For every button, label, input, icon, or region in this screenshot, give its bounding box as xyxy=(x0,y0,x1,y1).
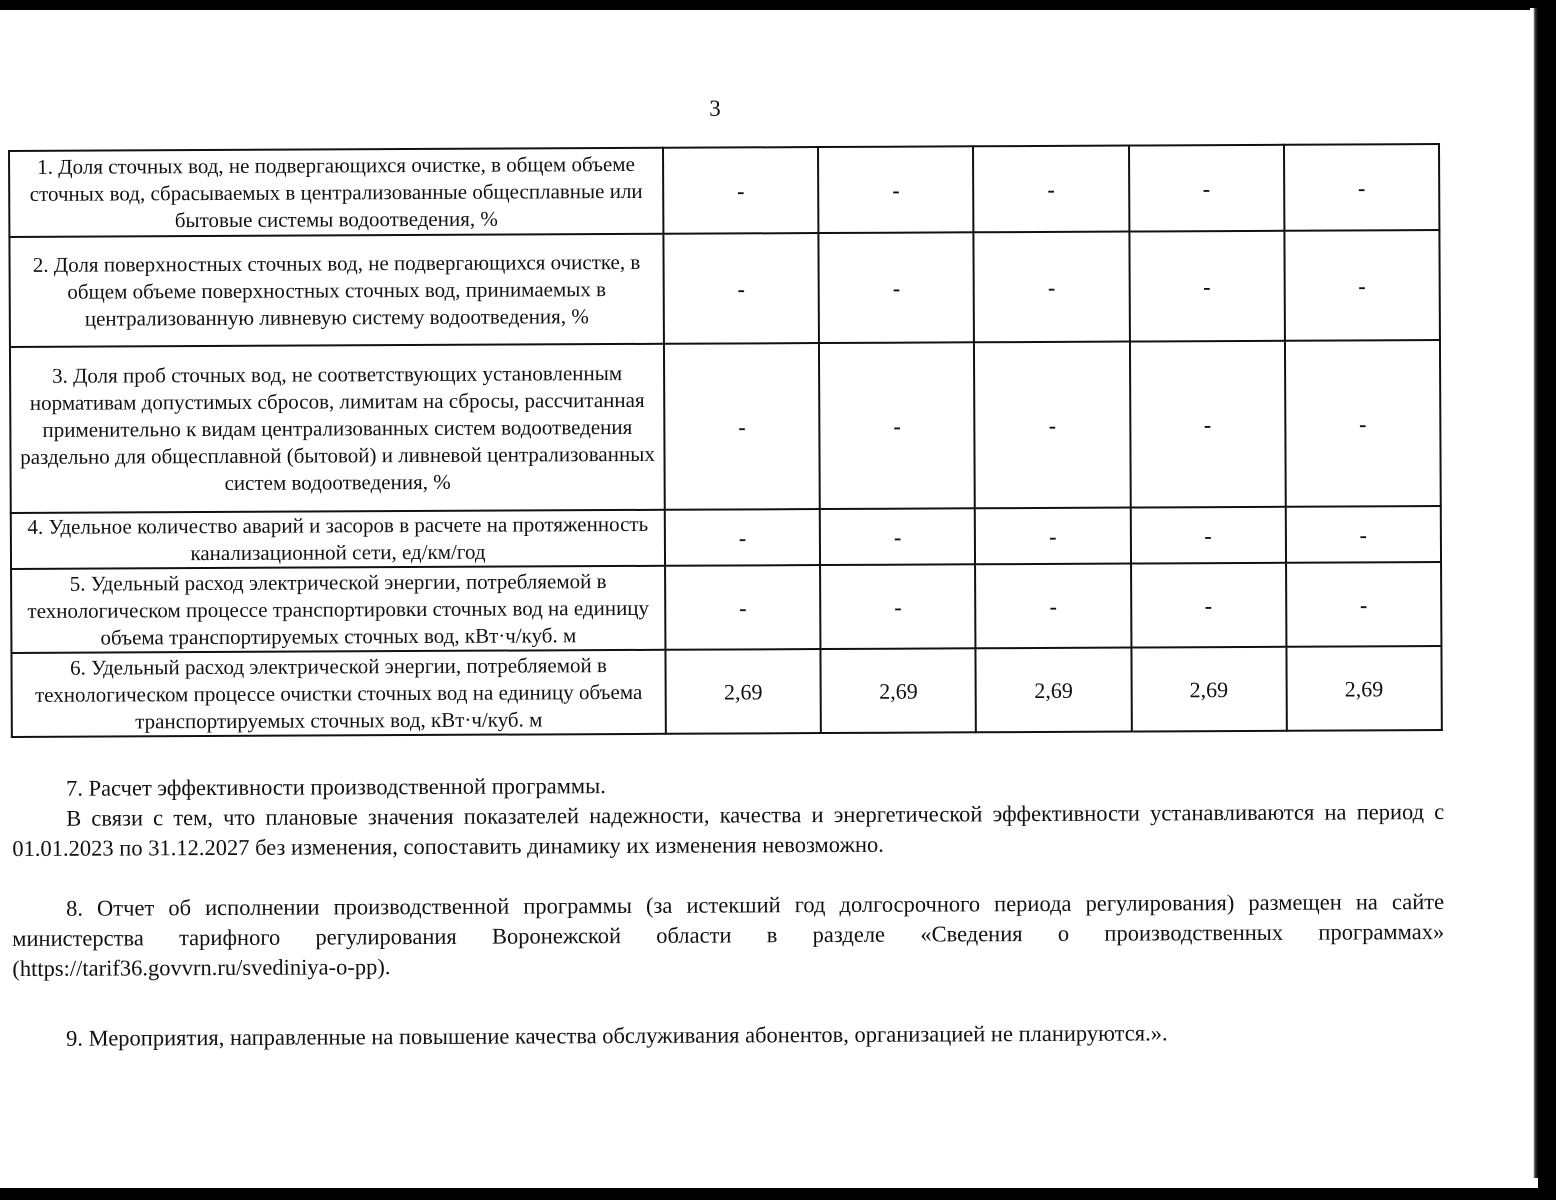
row-label: 2. Доля поверхностных сточных вод, не подвергающихся очистке, в общем объеме поверхностных сточных вод, принимаемых в централизованную ливневую систему водоотведения, % xyxy=(9,234,664,347)
row-label: 1. Доля сточных вод, не подвергающихся очистке, в общем объеме сточных вод, сбрасываемых в централизованные общесплавные или бытовые системы водоотведения, % xyxy=(9,148,663,237)
table-cell: - xyxy=(665,565,821,650)
section-8-text: 8. Отчет об исполнении производственной программы (за истекший год долгосрочного периода регулирования) размещен на сайте министерства тарифного регулирования Воронежской области в разделе «Сведения о производственных программах» (https://tarif36.govvrn.ru/svediniya-o-pp). xyxy=(12,889,1445,981)
table-cell: - xyxy=(1129,231,1285,342)
table-cell: - xyxy=(819,232,975,343)
row-label: 5. Удельный расход электрической энергии, потребляемой в технологическом процессе транспортировки сточных вод на единицу объема транспортируемых сточных вод, кВт·ч/куб. м xyxy=(11,566,665,653)
table-cell: - xyxy=(1130,507,1285,564)
table-cell: 2,69 xyxy=(665,649,821,734)
row-label: 4. Удельное количество аварий и засоров в расчете на протяженность канализационной сети, ед/км/год xyxy=(11,510,665,569)
section-7-text: В связи с тем, что плановые значения показателей надежности, качества и энергетической эффективности устанавливаются на период с 01.01.2023 по 31.12.2027 без изменения, сопоставить динамику их изменения невозможно. xyxy=(12,799,1445,861)
table-cell: - xyxy=(1284,144,1440,231)
table-cell: - xyxy=(663,147,819,234)
section-9-text: 9. Мероприятия, направленные на повышение качества обслуживания абонентов, организацией не планируются.». xyxy=(66,1020,1168,1051)
section-8 xyxy=(12,887,1444,984)
table-cell: - xyxy=(1130,341,1286,508)
indicators-table xyxy=(8,143,1443,738)
table-cell: - xyxy=(820,564,976,649)
table-cell: - xyxy=(974,342,1130,509)
table-row xyxy=(10,340,1441,513)
scan-border-bottom xyxy=(0,1188,1556,1200)
table-cell: - xyxy=(1286,562,1442,647)
table-row xyxy=(9,144,1439,237)
table-row xyxy=(9,230,1440,347)
table-cell: - xyxy=(818,146,974,233)
table-cell: - xyxy=(1285,340,1441,507)
table-cell: - xyxy=(1286,506,1442,563)
table-cell: - xyxy=(664,343,820,510)
table-cell: 2,69 xyxy=(976,648,1132,733)
section-7-title: 7. Расчет эффективности производственной программы. xyxy=(66,773,606,801)
table-cell: - xyxy=(665,509,820,566)
table-cell: - xyxy=(974,232,1130,343)
table-cell: 2,69 xyxy=(1286,646,1442,731)
table-cell: - xyxy=(820,508,975,565)
row-label: 6. Удельный расход электрической энергии, потребляемой в технологическом процессе очистки сточных вод на единицу объема транспортируемых сточных вод, кВт·ч/куб. м xyxy=(11,650,665,737)
row-label: 3. Доля проб сточных вод, не соответствующих установленным нормативам допустимых сбросов, лимитам на сбросы, рассчитанная применительно к видам централизованных систем водоотведения раздельно для общесплавной (бытовой) и ливневой централизованных систем водоотведения, % xyxy=(10,344,665,513)
table-cell: - xyxy=(975,508,1130,565)
table-cell: - xyxy=(1129,145,1285,232)
scan-border-top xyxy=(0,0,1556,10)
table-cell: - xyxy=(819,342,975,509)
section-9 xyxy=(12,1017,1444,1054)
table-cell: - xyxy=(973,146,1129,233)
table-cell: 2,69 xyxy=(821,648,977,733)
table-cell: - xyxy=(975,564,1131,649)
table-row xyxy=(11,562,1441,653)
scan-shadow-right xyxy=(1530,8,1538,1178)
table-cell: - xyxy=(1284,230,1440,341)
section-7 xyxy=(12,767,1444,864)
page-number: 3 xyxy=(709,96,721,121)
table-cell: - xyxy=(1131,563,1287,648)
table-cell: - xyxy=(663,233,819,344)
table-row xyxy=(11,646,1441,737)
scan-border-right xyxy=(1538,0,1556,1200)
table-row xyxy=(11,506,1441,569)
table-cell: 2,69 xyxy=(1131,647,1287,732)
